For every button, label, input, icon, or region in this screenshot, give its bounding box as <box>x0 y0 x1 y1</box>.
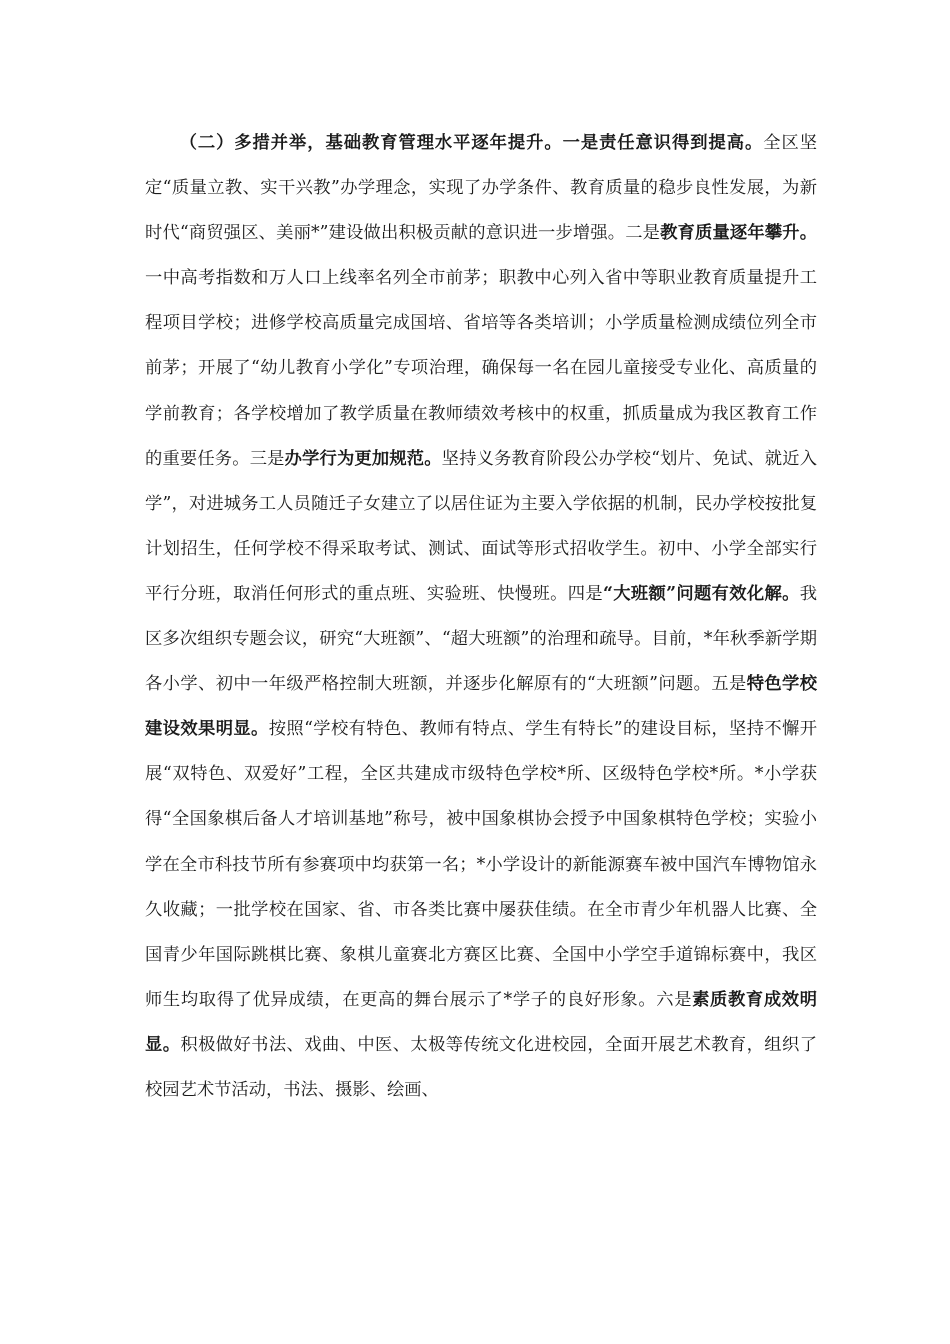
text-run: 我区多次组织专题会议，研究“大班额”、“超大班额”的治理和疏导。目前，*年秋季新学期各小学、初中一年级严格控制大班额，并逐步化解原有的“大班额”问题。五是 <box>145 583 817 695</box>
bold-heading-run: 素质教育成效明显。 <box>145 989 817 1055</box>
text-run: 全区坚定“质量立教、实干兴教”办学理念，实现了办学条件、教育质量的稳步良性发展，为新时代“商贸强区、美丽*”建设做出积极贡献的意识进一步增强。二是 <box>145 133 817 244</box>
text-run: 按照“学校有特色、教师有特点、学生有特长”的建设目标，坚持不懈开展“双特色、双爱好”工程，全区共建成市级特色学校*所、区级特色学校*所。*小学获得“全国象棋后备人才培训基地”称号，被中国象棋协会授予中国象棋特色学校；实验小学在全市科技节所有参赛项中均获第一名；*小学设计的新能源赛车被中国汽车博物馆永久收藏；一批学校在国家、省、市各类比赛中屡获佳绩。在全市青少年机器人比赛、全国青少年国际跳棋比赛、象棋儿童赛北方赛区比赛、全国中小学空手道锦标赛中，我区师生均取得了优异成绩，在更高的舞台展示了*学子的良好形象。六是 <box>145 719 817 1010</box>
bold-heading-run: （二）多措并举，基础教育管理水平逐年提升。一是责任意识得到提高。 <box>179 133 764 153</box>
text-run: 坚持义务教育阶段公办学校“划片、免试、就近入学”，对进城务工人员随迁子女建立了以居住证为主要入学依据的机制，民办学校按批复计划招生，任何学校不得采取考试、测试、面试等形式招收学生。初中、小学全部实行平行分班，取消任何形式的重点班、实验班、快慢班。四是 <box>145 448 817 604</box>
bold-heading-run: 特色学校建设效果明显。 <box>145 674 817 740</box>
text-run: 一中高考指数和万人口上线率名列全市前茅；职教中心列入省中等职业教育质量提升工程项目学校；进修学校高质量完成国培、省培等各类培训；小学质量检测成绩位列全市前茅；开展了“幼儿教育小学化”专项治理，确保每一名在园儿童接受专业化、高质量的学前教育；各学校增加了教学质量在教师绩效考核中的权重，抓质量成为我区教育工作的重要任务。三是 <box>145 268 817 469</box>
bold-heading-run: “大班额”问题有效化解。 <box>602 583 800 604</box>
bold-heading-run: 教育质量逐年攀升。 <box>660 223 817 244</box>
body-paragraph <box>145 121 817 1113</box>
text-run: 积极做好书法、戏曲、中医、太极等传统文化进校园，全面开展艺术教育，组织了校园艺术节活动，书法、摄影、绘画、 <box>145 1034 817 1100</box>
bold-heading-run: 办学行为更加规范。 <box>284 448 442 469</box>
